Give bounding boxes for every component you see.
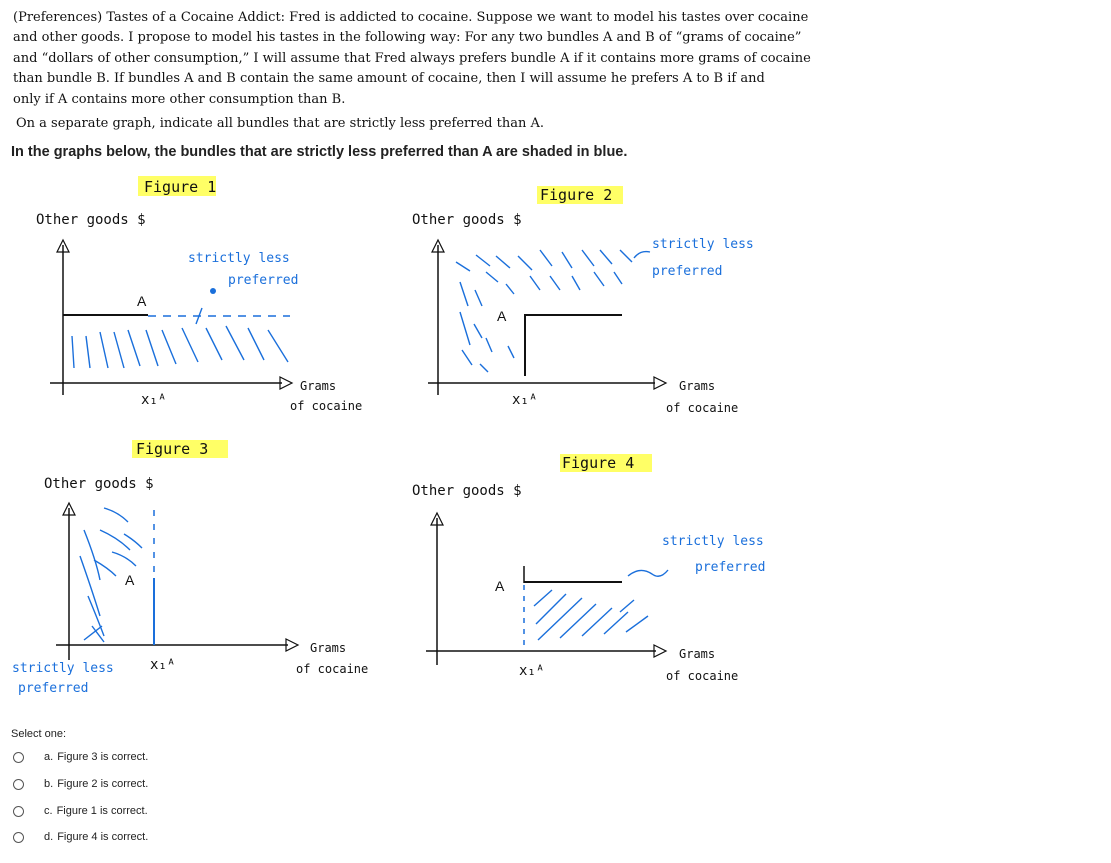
x-axis-label: Grams xyxy=(679,379,716,393)
annotation-text: preferred xyxy=(695,560,766,575)
problem-line: and other goods. I propose to model his tastes in the following way: For any two bundles A and B of “grams of cocaine” xyxy=(13,30,802,46)
x-axis-label: of cocaine xyxy=(296,662,369,676)
point-label: A xyxy=(495,578,505,594)
option-text: Figure 4 is correct. xyxy=(57,831,149,843)
problem-line: than bundle B. If bundles A and B contain the same amount of cocaine, then I will assume he prefers A to B if and xyxy=(13,71,765,87)
figure-1 xyxy=(36,176,362,413)
shading-region xyxy=(456,250,650,372)
radio-button[interactable] xyxy=(13,779,24,790)
radio-button[interactable] xyxy=(13,832,24,843)
annotation-text: strictly less xyxy=(188,251,290,266)
answer-stem: In the graphs below, the bundles that are strictly less preferred than A are shaded in blue. xyxy=(11,144,628,160)
option-a[interactable] xyxy=(13,751,148,763)
annotation-text: strictly less xyxy=(662,534,764,549)
y-axis-label: Other goods $ xyxy=(36,212,146,228)
option-letter: c. xyxy=(44,805,53,817)
point-label: A xyxy=(137,293,147,309)
problem-line: and “dollars of other consumption,” I will assume that Fred always prefers bundle A if it contains more grams of cocaine xyxy=(13,50,811,66)
annotation-text: preferred xyxy=(18,681,89,696)
figure-title: Figure 4 xyxy=(562,454,635,472)
shading-region xyxy=(72,326,288,368)
radio-button[interactable] xyxy=(13,752,24,763)
option-b[interactable] xyxy=(13,778,148,790)
y-axis-label: Other goods $ xyxy=(412,483,522,499)
annotation-text: preferred xyxy=(228,273,299,288)
x-tick-label: x₁ᴬ xyxy=(519,663,545,679)
subquestion: On a separate graph, indicate all bundles that are strictly less preferred than A. xyxy=(16,116,544,131)
problem-line: (Preferences) Tastes of a Cocaine Addict: Fred is addicted to cocaine. Suppose we want to model his tastes over cocaine xyxy=(13,10,809,25)
option-text: Figure 3 is correct. xyxy=(57,751,149,763)
option-text: Figure 1 is correct. xyxy=(56,805,148,817)
figure-2 xyxy=(412,186,754,415)
figure-title: Figure 3 xyxy=(136,440,209,458)
select-one-label: Select one: xyxy=(11,728,67,740)
x-axis-arrow-icon xyxy=(654,377,666,389)
x-axis-label: of cocaine xyxy=(290,399,363,413)
option-letter: d. xyxy=(44,831,54,843)
x-axis-label: Grams xyxy=(300,379,337,393)
option-letter: b. xyxy=(44,778,54,790)
x-axis-label: Grams xyxy=(679,647,716,661)
figure-4 xyxy=(412,454,765,683)
option-text: Figure 2 is correct. xyxy=(57,778,149,790)
annotation-text: strictly less xyxy=(652,237,754,252)
y-axis-label: Other goods $ xyxy=(412,212,522,228)
shading-region xyxy=(534,570,668,640)
point-label: A xyxy=(125,572,135,588)
figure-title: Figure 2 xyxy=(540,186,613,204)
option-d[interactable] xyxy=(13,831,148,843)
x-tick-label: x₁ᴬ xyxy=(512,392,538,408)
option-letter: a. xyxy=(44,751,54,763)
option-c[interactable] xyxy=(13,805,148,817)
x-axis-label: of cocaine xyxy=(666,669,739,683)
radio-button[interactable] xyxy=(13,806,24,817)
figure-3 xyxy=(12,440,368,696)
x-axis-label: Grams xyxy=(310,641,347,655)
x-axis-label: of cocaine xyxy=(666,401,739,415)
figure-title: Figure 1 xyxy=(144,178,217,196)
annotation-text: strictly less xyxy=(12,661,114,676)
y-axis-label: Other goods $ xyxy=(44,476,154,492)
x-tick-label: x₁ᴬ xyxy=(150,657,176,673)
point-label: A xyxy=(497,308,507,324)
problem-line: only if A contains more other consumption than B. xyxy=(13,91,346,107)
annotation-arrow-icon xyxy=(210,288,216,294)
bundle-corner xyxy=(525,315,622,376)
x-tick-label: x₁ᴬ xyxy=(141,392,167,408)
annotation-text: preferred xyxy=(652,264,723,279)
